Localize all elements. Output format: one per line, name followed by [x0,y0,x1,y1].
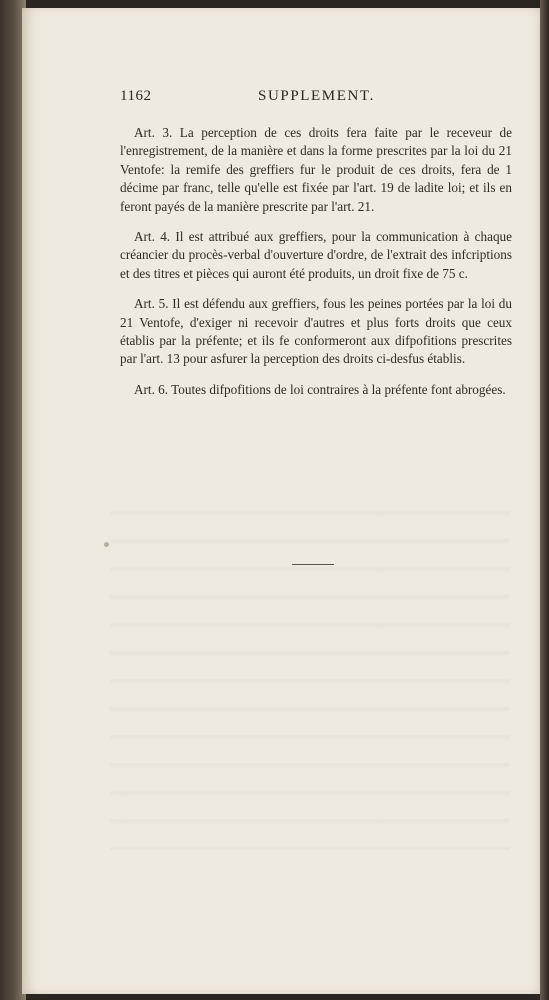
article-6: Art. 6. Toutes difpofitions de loi contraires à la préfente font abrogées. [134,381,506,397]
article-5: Art. 5. Il est défendu aux greffiers, fous les peines portées par la loi du 21 Ventofe, d'exiger ni recevoir d'autres et plus forts droits que ceux établis par la préfente; et ils fe conformeront aux difpofitions prescrites par l'art. 13 pour asfurer la perception des droits ci-desfus établis. [120,296,512,367]
running-title: SUPPLEMENT. [258,88,375,104]
page-body [120,124,512,411]
page-number: 1162 [120,88,152,104]
paper-spot [104,542,109,547]
article-4: Art. 4. Il est attribué aux greffiers, pour la communication à chaque créancier du procès-verbal d'ouverture d'ordre, de l'extrait des infcriptions et des titres et pièces qui auront été produits, un droit fixe de 75 c. [120,229,512,281]
show-through-text [110,490,510,850]
article-3: Art. 3. La perception de ces droits fera faite par le receveur de l'enregistrement, de la manière et dans la forme prescrites par la loi du 21 Ventofe: la remife des greffiers fur le produit de ces droits, fera de 1 décime par franc, telle qu'elle est fixée par l'art. 19 de ladite loi; et ils en feront payés de la manière prescrite par l'art. 21. [120,125,512,214]
page-edge [540,0,549,1000]
page-header [120,88,512,110]
end-rule [292,564,334,565]
